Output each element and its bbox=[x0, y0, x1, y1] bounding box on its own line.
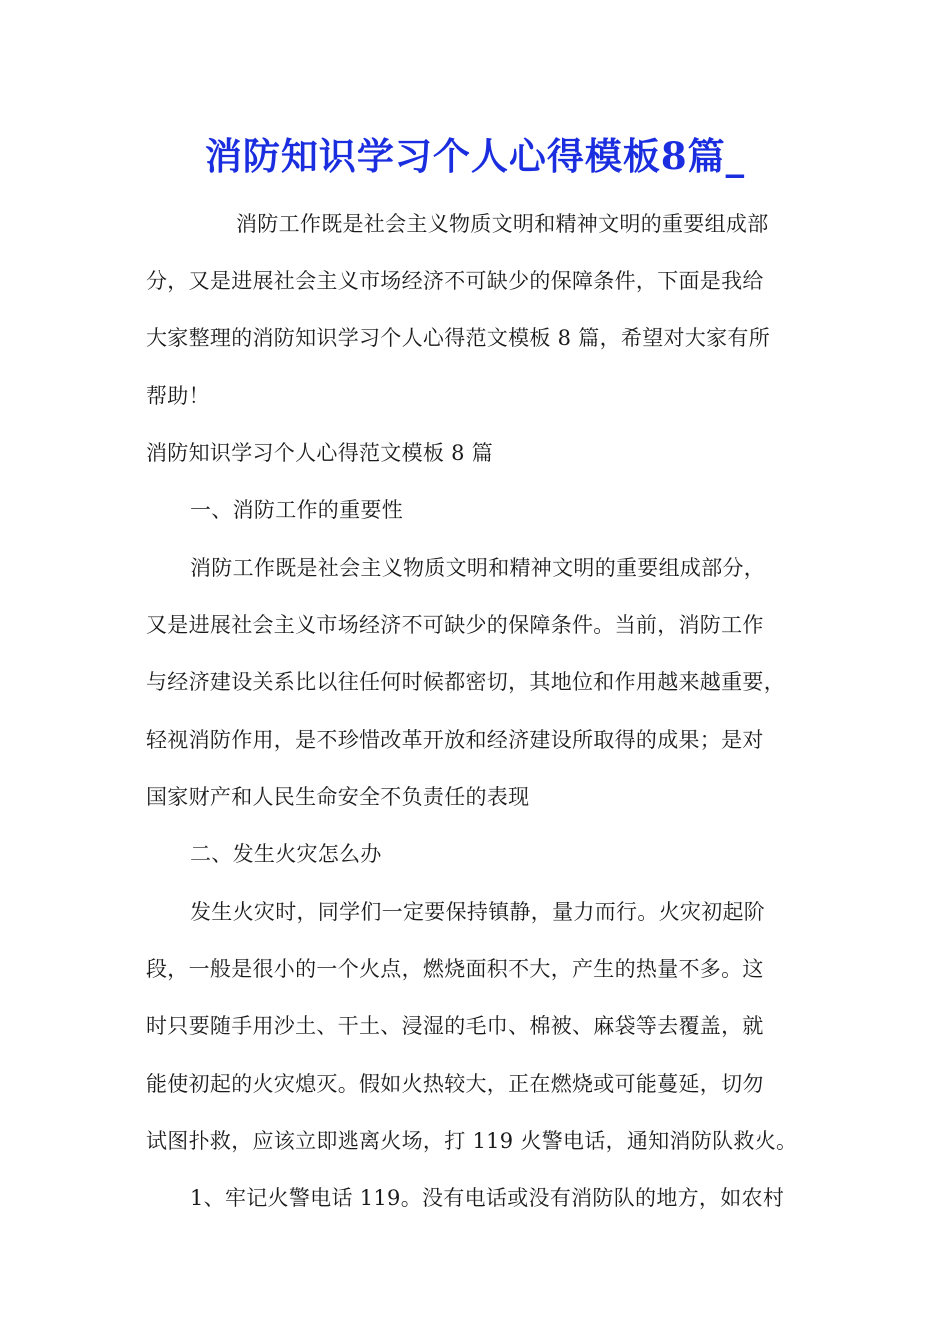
intro-line-3: 大家整理的消防知识学习个人心得范文模板 8 篇，希望对大家有所 bbox=[146, 326, 771, 350]
paragraph-line: 时只要随手用沙土、干土、浸湿的毛巾、棉被、麻袋等去覆盖，就 bbox=[146, 1014, 764, 1038]
paragraph-line: 段，一般是很小的一个火点，燃烧面积不大，产生的热量不多。这 bbox=[146, 957, 764, 981]
intro-line-2: 分，又是进展社会主义市场经济不可缺少的保障条件，下面是我给 bbox=[146, 269, 764, 293]
paragraph-line: 又是进展社会主义市场经济不可缺少的保障条件。当前，消防工作 bbox=[146, 613, 764, 637]
paragraph-line: 能使初起的火灾熄灭。假如火热较大，正在燃烧或可能蔓延，切勿 bbox=[146, 1072, 764, 1096]
section-heading-2: 二、发生火灾怎么办 bbox=[190, 842, 382, 866]
paragraph-line: 试图扑救，应该立即逃离火场，打 119 火警电话，通知消防队救火。 bbox=[146, 1129, 798, 1153]
intro-line-4: 帮助！ bbox=[146, 384, 210, 408]
paragraph-line: 与经济建设关系比以往任何时候都密切，其地位和作用越来越重要， bbox=[146, 670, 785, 694]
paragraph-line: 轻视消防作用，是不珍惜改革开放和经济建设所取得的成果；是对 bbox=[146, 728, 764, 752]
section-heading-1: 一、消防工作的重要性 bbox=[190, 498, 403, 522]
list-item-1: 1、牢记火警电话 119。没有电话或没有消防队的地方，如农村 bbox=[190, 1186, 785, 1210]
subtitle: 消防知识学习个人心得范文模板 8 篇 bbox=[146, 441, 494, 465]
paragraph-line: 消防工作既是社会主义物质文明和精神文明的重要组成部分， bbox=[190, 556, 766, 580]
document-title: 消防知识学习个人心得模板8篇_ bbox=[204, 134, 746, 178]
paragraph-line: 国家财产和人民生命安全不负责任的表现 bbox=[146, 785, 530, 809]
intro-line-1: 消防工作既是社会主义物质文明和精神文明的重要组成部 bbox=[236, 212, 769, 236]
paragraph-line: 发生火灾时，同学们一定要保持镇静，量力而行。火灾初起阶 bbox=[190, 900, 766, 924]
